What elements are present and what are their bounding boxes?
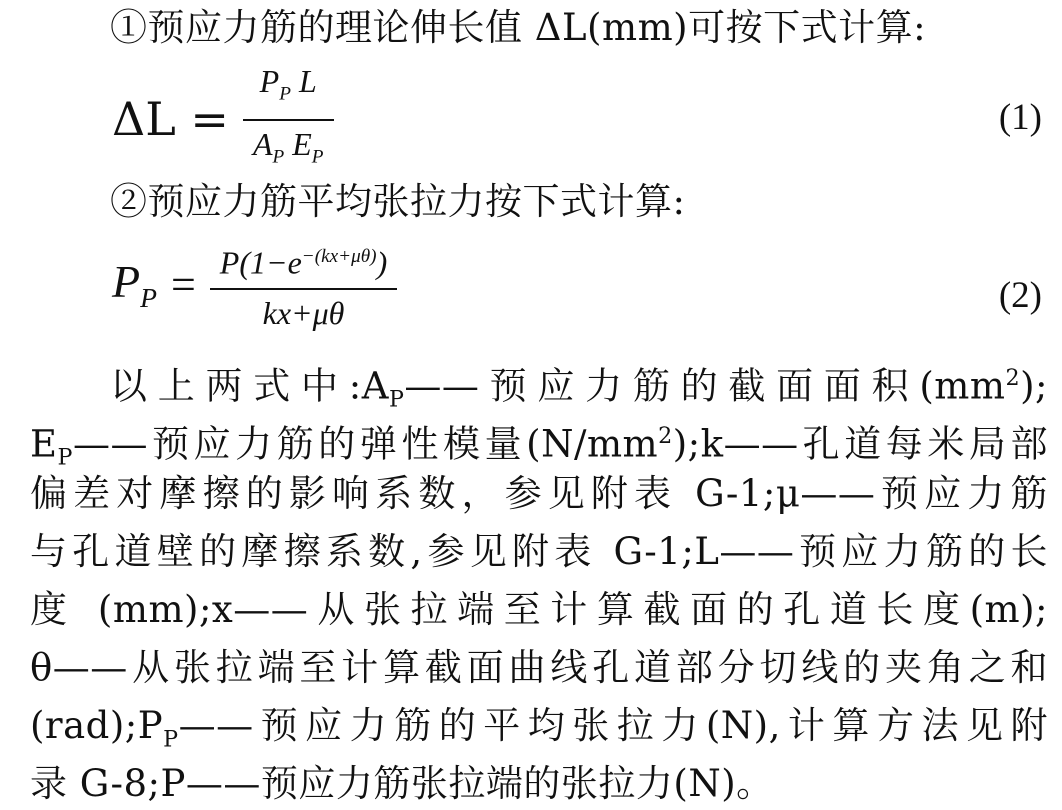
formula-1 [112, 60, 334, 179]
paragraph-line-5: 度 (mm);x——从张拉端至计算截面的孔道长度(m); [30, 588, 1048, 631]
formula-2-denominator: kx+μθ [262, 294, 345, 331]
text-line-1: ①预应力筋的理论伸长值 ΔL(mm)可按下式计算: [110, 6, 927, 49]
equation-number-2: (2) [998, 275, 1042, 316]
formula-1-lhs: ΔL = [112, 92, 229, 147]
paragraph-line-1: 以上两式中$:A_P——$预应力筋的截面面积$(mm^2)$; [110, 364, 1049, 413]
paragraph-line-6: θ——从张拉端至计算截面曲线孔道部分切线的夹角之和 [30, 646, 1048, 689]
formula-1-numerator: $P_P$ L [259, 63, 317, 105]
formula-1-denominator: $A_P$ $E_P$ [252, 126, 324, 168]
formula-2-lhs: $P_P$ [112, 256, 157, 314]
paragraph-line-8: 录 G-8;P——预应力筋张拉端的张拉力(N)。 [30, 762, 774, 805]
equation-number-1: (1) [998, 97, 1042, 138]
formula-2-numerator: $P(1-e^{-(kx+\mu\theta)})$ [219, 244, 388, 281]
formula-2 [112, 236, 397, 334]
paragraph-line-4: 与孔道壁的摩擦系数,参见附表 G-1;L——预应力筋的长 [30, 530, 1048, 573]
formula-1-fraction [243, 60, 334, 179]
paragraph-line-2: $E_P——$预应力筋的弹性模量$(N/mm^2);k——$孔道每米局部 [30, 422, 1048, 471]
formula-2-equals: = [170, 260, 196, 310]
paragraph-line-7: $(rad);P_P——$预应力筋的平均张拉力(N),计算方法见附 [30, 704, 1048, 753]
paragraph-line-3: 偏差对摩擦的影响系数，参见附表 G-1;μ——预应力筋 [30, 472, 1048, 515]
text-line-2: ②预应力筋平均张拉力按下式计算: [110, 180, 686, 223]
formula-2-fraction [210, 236, 397, 334]
